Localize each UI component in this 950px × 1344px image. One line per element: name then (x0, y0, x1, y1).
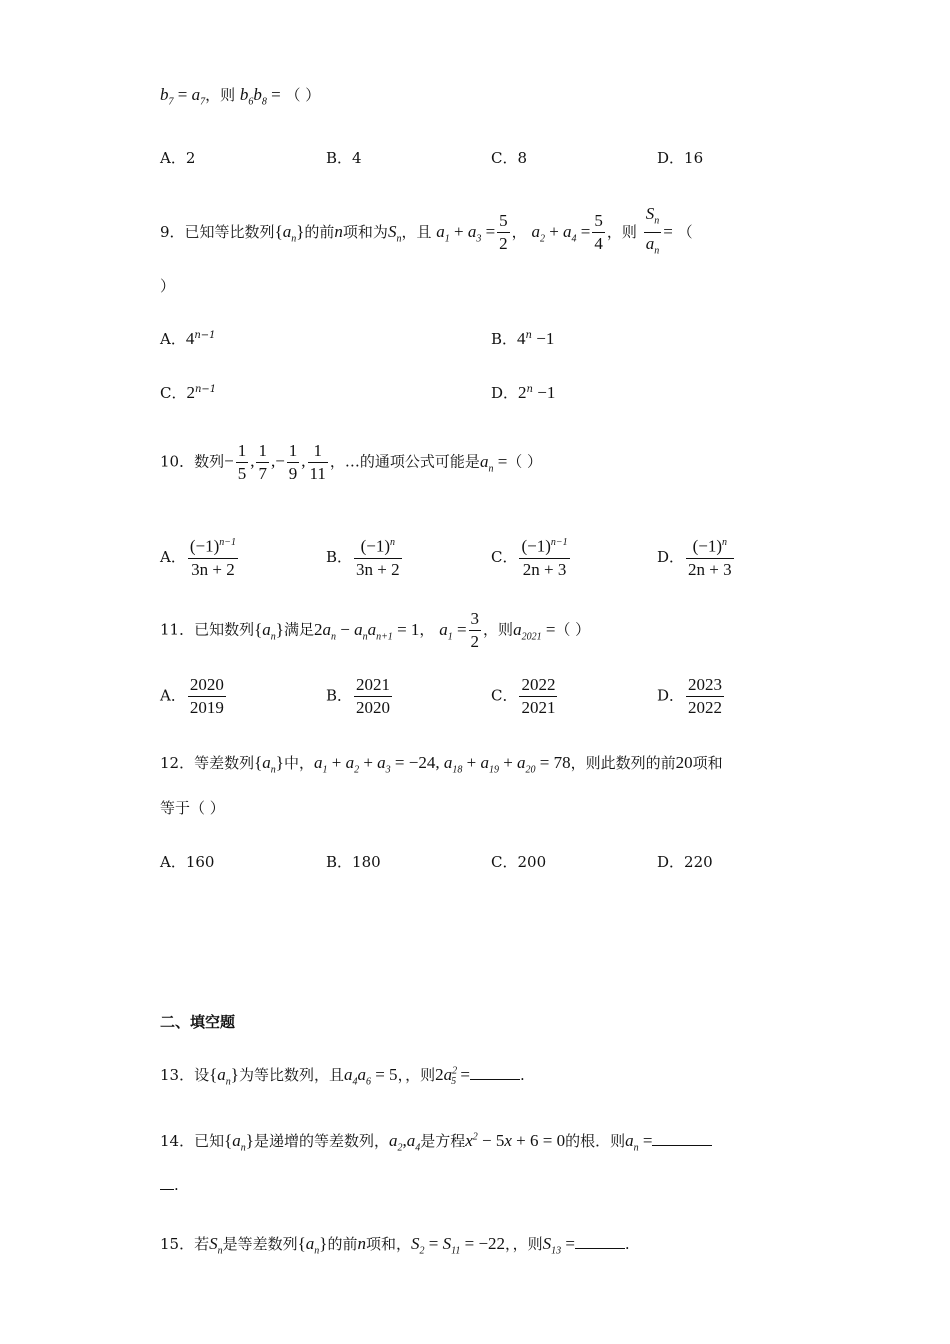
fraction: $\frac{5}{4}$ (594, 211, 603, 254)
fraction: $\frac{3}{2}$ (470, 609, 480, 651)
math-b7-eq-a7: $b_7 = a_7$ (160, 85, 206, 108)
q15-stem: 15．若$S_n$是等差数列$\{a_n\}$的前n项和，$S_2 = S_{11} = -22$，，则$S_{13}$ = . (160, 1234, 630, 1257)
q8-option-d: D．16 (657, 149, 704, 167)
q10-stem: 10．数列− $\frac{1}{5}$ , $\frac{1}{7}$ ,− $\frac{1}{9}$ , $\frac{1}{11}$ ，…的通项公式可能是$a_n$ =（ ） (160, 441, 543, 483)
q14-stem: 14．已知$\{a_n\}$是递增的等差数列，$a_2,a_4$是方程$x^2 - 5x + 6 = 0$的根．则$a_n$ = (160, 1130, 712, 1153)
answer-blank-cont[interactable] (160, 1189, 174, 1190)
q11-option-b: B． $\frac{2021}{2020}$ (326, 675, 391, 717)
q14-blank-cont: . (160, 1176, 179, 1194)
q9-stem: 9．已知等比数列$\{a_n\}$的前n项和为$S_n$，且 $a_1 + a_3$ = $\frac{5}{2}$ ， $a_2 + a_4$ = $\frac{5}{4}$ ，则 $\frac{S_n}{a_n}$ = （ (160, 203, 693, 263)
section-title: 二、填空题 (160, 1013, 236, 1031)
q8-option-b: B．4 (326, 149, 362, 167)
q9-option-a: A．$4^{n-1}$ (160, 329, 216, 348)
q9-paren-close: ） (160, 277, 176, 295)
q10-option-a: A． $\frac{(-1)^{n-1}}{3n + 2}$ (160, 532, 240, 581)
q11-option-d: D． $\frac{2023}{2022}$ (657, 675, 723, 717)
q12-stem-line2: 等于（ ） (160, 799, 225, 817)
fraction: $\frac{1}{9}$ (288, 441, 298, 483)
q10-option-b: B． $\frac{(-1)^n}{3n + 2}$ (326, 532, 404, 581)
fraction: $\frac{1}{7}$ (258, 441, 267, 483)
q8-option-c: C．8 (491, 149, 528, 167)
q8-stem: $b_7 = a_7$，则 $b_6b_8$ = （ ） (160, 85, 321, 108)
answer-blank[interactable] (575, 1248, 625, 1249)
q9-option-c: C．$2^{n-1}$ (160, 383, 217, 402)
fraction-sn-over-an: $\frac{S_n}{a_n}$ (645, 204, 660, 257)
q11-stem: 11．已知数列$\{a_n\}$满足$2a_n - a_na_{n+1} = 1$， $a_1$ = $\frac{3}{2}$ ，则$a_{2021}$ =（ ） (160, 609, 591, 651)
q11-option-a: A． $\frac{2020}{2019}$ (160, 675, 224, 717)
q9-option-d: D．$2^n -1$ (491, 383, 556, 402)
fraction: $\frac{5}{2}$ (499, 211, 508, 254)
fraction: $\frac{1}{11}$ (309, 441, 326, 483)
math-b6b8: $b_6b_8$ = (239, 85, 281, 108)
q11-option-c: C． $\frac{2022}{2021}$ (491, 675, 556, 717)
q13-stem: 13．设$\{a_n\}$为等比数列，且$a_4a_6 = 5$，，则$2a^2_5$ = . (160, 1065, 525, 1088)
q12-option-b: B．180 (326, 853, 381, 871)
q10-option-d: D． $\frac{(-1)^n}{2n + 3}$ (657, 532, 736, 581)
answer-blank[interactable] (652, 1145, 712, 1146)
q12-option-c: C．200 (491, 853, 547, 871)
q10-option-c: C． $\frac{(-1)^{n-1}}{2n + 3}$ (491, 532, 572, 581)
math-seq-an: $\{a_n\}$ (274, 221, 305, 245)
answer-blank[interactable] (470, 1079, 520, 1080)
q8-option-a: A．2 (160, 149, 196, 167)
q12-option-a: A．160 (160, 853, 215, 871)
q12-stem: 12．等差数列$\{a_n\}$中，$a_1 + a_2 + a_3 = -24$, $a_{18} + a_{19} + a_{20} = 78$，则此数列的前20项和 (160, 753, 723, 776)
fraction: $\frac{1}{5}$ (237, 441, 247, 483)
q9-option-b: B．$4^n -1$ (491, 329, 555, 348)
q12-option-d: D．220 (657, 853, 713, 871)
